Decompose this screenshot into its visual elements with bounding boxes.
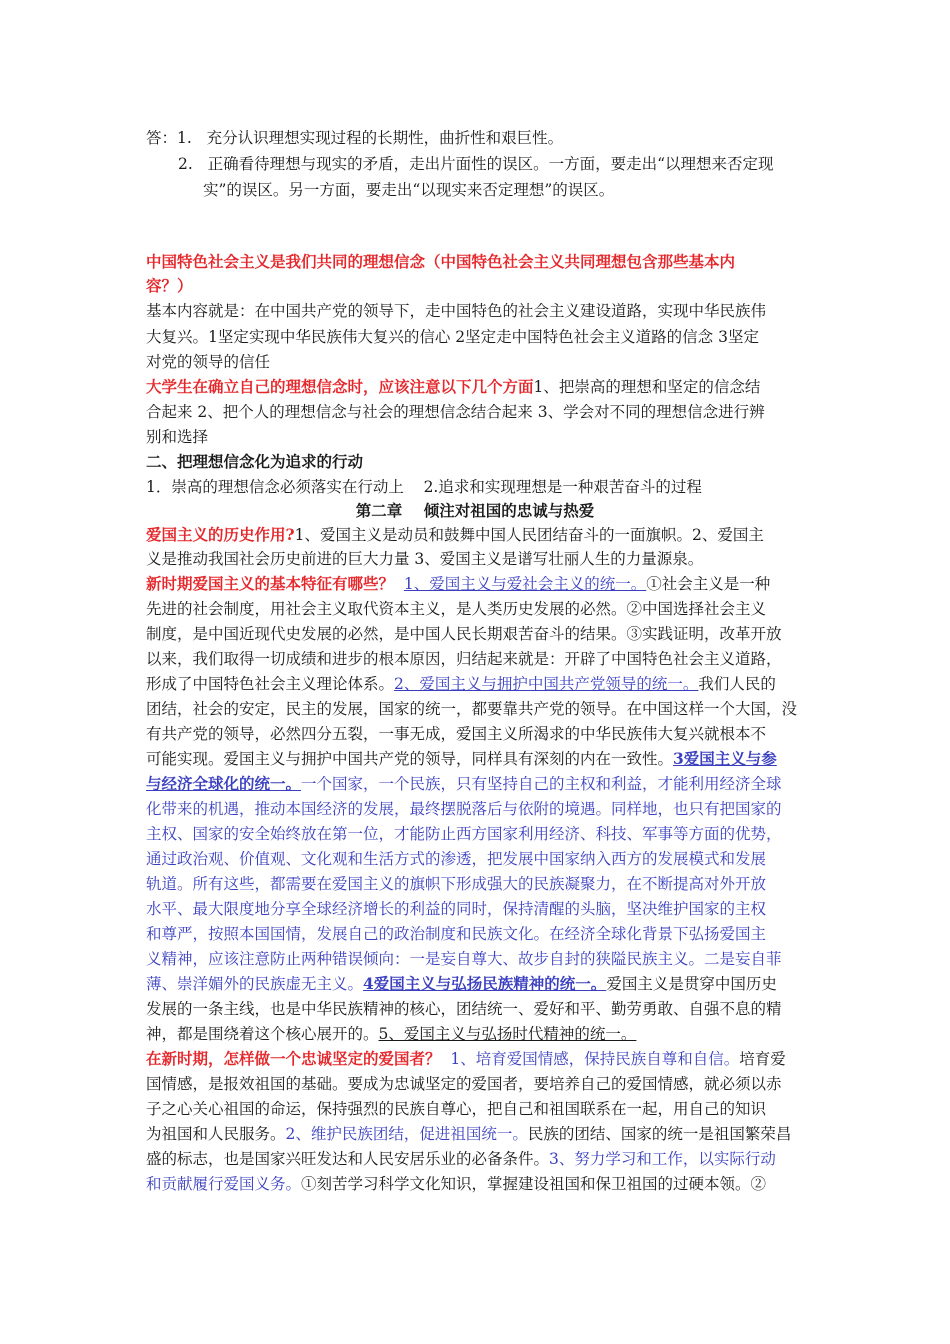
answer-prefix: 答： (146, 129, 178, 147)
loyal-patriot-p2-l1: 民族的团结、国家的统一是祖国繁荣昌 (527, 1125, 792, 1143)
patriotism-role-question: 爱国主义的历史作用? (146, 525, 295, 544)
loyal-patriot-p3-l1: ①刻苦学习科学文化知识，掌握建设祖国和保卫祖国的过硬本领。② (301, 1175, 767, 1193)
loyal-patriot-point-1: 1、培育爱国情感，保持民族自尊和自信。 (450, 1050, 740, 1068)
loyal-patriot-p1-l4-row (146, 1124, 791, 1144)
patriotism-role-text1: 1、爱国主义是动员和鼓舞中国人民团结奋斗的一面旗帜。2、爱国主 (294, 526, 764, 544)
new-era-p4-l3-row (146, 1024, 636, 1044)
loyal-patriot-point-3a: 3、努力学习和工作，以实际行动 (549, 1150, 776, 1168)
new-era-p1-l5-row (146, 674, 776, 694)
answer-item-2-line2: 实”的误区。另一方面，要走出“以现实来否定理想”的误区。 (203, 181, 615, 199)
new-era-p1-l1: ①社会主义是一种 (646, 575, 771, 593)
new-era-p3-l5: 轨道。所有这些，都需要在爱国主义的旗帜下形成强大的民族凝聚力，在不断提高对外开放 (146, 875, 767, 893)
socialism-body-line1: 基本内容就是：在中国共产党的领导下，走中国特色的社会主义建设道路，实现中华民族伟 (146, 302, 767, 320)
new-era-point-5: 5、爱国主义与弘扬时代精神的统一。 (378, 1025, 637, 1043)
section-two-heading: 二、把理想信念化为追求的行动 (146, 452, 364, 471)
answer-item-2 (178, 154, 774, 174)
new-era-p3-l3: 主权、国家的安全始终放在第一位，才能防止西方国家利用经济、科技、军事等方面的优势， (146, 825, 782, 843)
students-line1 (146, 377, 760, 397)
new-era-p3-l7: 和尊严，按照本国国情，发展自己的政治制度和民族文化。在经济全球化背景下弘扬爱国主 (146, 925, 767, 943)
new-era-p1-l3: 制度，是中国近现代史发展的必然，是中国人民长期艰苦奋斗的结果。③实践证明，改革开放 (146, 625, 782, 643)
new-era-p4-l1: 爱国主义是贯穿中国历史 (606, 975, 777, 993)
new-era-point-3a: 3爱国主义与参 (673, 749, 777, 768)
patriotism-role-line1 (146, 525, 764, 545)
new-era-p4-l3: 神，都是围绕着这个核心展开的。 (146, 1025, 379, 1043)
new-era-p1-l4: 以来，我们取得一切成绩和进步的根本原因，归结起来就是：开辟了中国特色社会主义道路， (146, 650, 782, 668)
new-era-point-1: 1、爱国主义与爱社会主义的统一。 (403, 575, 647, 593)
loyal-patriot-p1-l3: 子之心关心祖国的命运，保持强烈的民族自尊心，把自己和祖国联系在一起，用自己的知识 (146, 1100, 767, 1118)
new-era-question: 新时期爱国主义的基本特征有哪些？ (146, 574, 395, 593)
new-era-point-3b: 与经济全球化的统一。 (146, 774, 302, 793)
new-era-p2-l4-row (146, 749, 777, 769)
answer-item-1-text: 充分认识理想实现过程的长期性，曲折性和艰巨性。 (206, 129, 564, 147)
new-era-p3-l4: 通过政治观、价值观、文化观和生活方式的渗透，把发展中国家纳入西方的发展模式和发展 (146, 850, 767, 868)
new-era-point-4: 4爱国主义与弘扬民族精神的统一。 (363, 974, 607, 993)
loyal-patriot-p2-l2-row (146, 1149, 776, 1169)
students-line2: 合起来 2、把个人的理想信念与社会的理想信念结合起来 3、学会对不同的理想信念进行辨 (146, 403, 765, 421)
new-era-p4-l2: 发展的一条主线，也是中华民族精神的核心，团结统一、爱好和平、勤劳勇敢、自强不息的精 (146, 1000, 782, 1018)
patriotism-role-line2: 义是推动我国社会历史前进的巨大力量 3、爱国主义是谱写壮丽人生的力量源泉。 (146, 550, 704, 568)
loyal-patriot-p3-l1-row (146, 1174, 766, 1194)
new-era-point-2: 2、爱国主义与拥护中国共产党领导的统一。 (394, 675, 699, 693)
loyal-patriot-p1-l4: 为祖国和人民服务。 (146, 1125, 286, 1143)
answer-item-1 (146, 128, 563, 148)
loyal-patriot-p1-l2: 国情感，是报效祖国的基础。要成为忠诚坚定的爱国者，要培养自己的爱国情感，就必须以赤 (146, 1075, 782, 1093)
loyal-patriot-line1 (146, 1049, 786, 1069)
new-era-p1-l5: 形成了中国特色社会主义理论体系。 (146, 675, 395, 693)
students-line3: 别和选择 (146, 428, 209, 446)
chapter-title: 第二章 倾注对祖国的忠诚与热爱 (355, 501, 595, 520)
students-text-1: 1、把崇高的理想和坚定的信念结 (533, 378, 761, 396)
new-era-p3-l6: 水平、最大限度地分享全球经济增长的利益的同时，保持清醒的头脑，坚决维护国家的主权 (146, 900, 767, 918)
answer-item-2-line1: 正确看待理想与现实的矛盾，走出片面性的误区。一方面，要走出“以理想来否定现 (207, 155, 774, 173)
new-era-p2-l1: 我们人民的 (698, 675, 776, 693)
socialism-heading-line1: 中国特色社会主义是我们共同的理想信念（中国特色社会主义共同理想包含那些基本内 (146, 252, 736, 271)
new-era-p3-l8: 义精神，应该注意防止两种错误倾向：一是妄自尊大、故步自封的狭隘民族主义。二是妄自菲 (146, 950, 782, 968)
new-era-p2-l2: 团结，社会的安定，民主的发展，国家的统一，都要靠共产党的领导。在中国这样一个大国，没 (146, 700, 798, 718)
new-era-p3-l9-row (146, 974, 777, 994)
new-era-p2-l4: 可能实现。爱国主义与拥护中国共产党的领导，同样具有深刻的内在一致性。 (146, 750, 674, 768)
loyal-patriot-point-2: 2、维护民族团结，促进祖国统一。 (285, 1125, 528, 1143)
students-heading: 大学生在确立自己的理想信念时，应该注意以下几个方面 (146, 377, 534, 396)
new-era-p3-l9: 薄、崇洋媚外的民族虚无主义。 (146, 975, 364, 993)
loyal-patriot-p2-l2: 盛的标志，也是国家兴旺发达和人民安居乐业的必备条件。 (146, 1150, 550, 1168)
loyal-patriot-point-3b: 和贡献履行爱国义务。 (146, 1175, 302, 1193)
answer-item-1-num: 1. (177, 129, 192, 147)
loyal-patriot-p1-l1: 培育爱 (739, 1050, 786, 1068)
new-era-p3-l2: 化带来的机遇，推动本国经济的发展，最终摆脱落后与依附的境遇。同样地，也只有把国家的 (146, 800, 782, 818)
new-era-p3-l1-row (146, 774, 782, 794)
new-era-p2-l3: 有共产党的领导，必然四分五裂，一事无成，爱国主义所渴求的中华民族伟大复兴就根本不 (146, 725, 767, 743)
new-era-line1 (146, 574, 770, 594)
answer-item-2-num: 2. (178, 155, 193, 173)
new-era-p1-l2: 先进的社会制度，用社会主义取代资本主义，是人类历史发展的必然。②中国选择社会主义 (146, 600, 767, 618)
socialism-heading-line2: 容？） (146, 276, 193, 295)
new-era-p3-l1: 一个国家，一个民族，只有坚持自己的主权和利益，才能利用经济全球 (301, 775, 782, 793)
loyal-patriot-question: 在新时期，怎样做一个忠诚坚定的爱国者？ (146, 1049, 441, 1068)
socialism-body-line3: 对党的领导的信任 (146, 353, 271, 371)
socialism-body-line2: 大复兴。1坚定实现中华民族伟大复兴的信心 2坚定走中国特色社会主义道路的信念 3坚定 (146, 328, 759, 346)
section-two-line: 1．崇高的理想信念必须落实在行动上 2.追求和实现理想是一种艰苦奋斗的过程 (146, 478, 702, 496)
